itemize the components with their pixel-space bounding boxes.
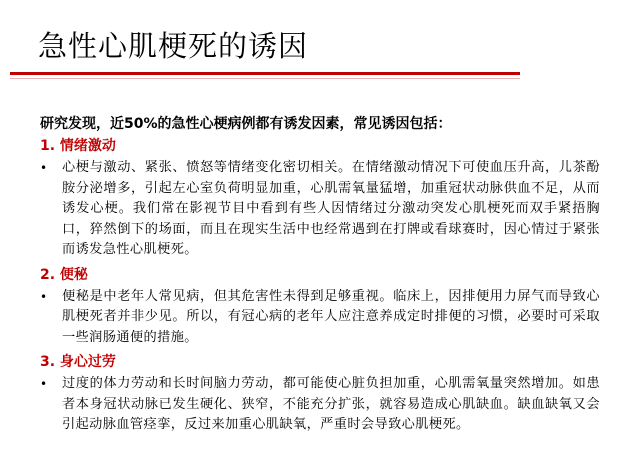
bullet-item-emotion (40, 158, 600, 261)
slide-content (40, 114, 600, 440)
bullet-icon: • (40, 161, 48, 175)
section-text-overwork: 过度的体力劳动和长时间脑力劳动，都可能使心脏负担加重，心肌需氧量突然增加。如患者本身冠状动脉已发生硬化、狭窄，不能充分扩张，就容易造成心肌缺血。缺血缺氧又会引起动脉血管痉挛，反过来加重心肌缺氧，严重时会导致心肌梗死。 (62, 376, 600, 432)
section-heading-overwork: 3. 身心过劳 (40, 354, 116, 370)
section-text-constipation: 便秘是中老年人常见病，但其危害性未得到足够重视。临床上，因排便用力屏气而导致心肌梗死者并非少见。所以，有冠心病的老年人应注意养成定时排便的习惯，必要时可采取一些润肠通便的措施。 (62, 288, 600, 345)
title-divider (10, 72, 520, 75)
bullet-item-overwork (40, 374, 600, 436)
slide-title: 急性心肌梗死的诱因 (38, 29, 309, 63)
intro-text: 研究发现，近50%的急性心梗病例都有诱发因素，常见诱因包括： (40, 116, 452, 132)
section-text-emotion: 心梗与激动、紧张、愤怒等情绪变化密切相关。在情绪激动情况下可使血压升高，儿茶酚胺分泌增多，引起左心室负荷明显加重，心肌需氧量猛增，加重冠状动脉供血不足，从而诱发心梗。我们常在影视节目中看到有些人因情绪过分激动突发心肌梗死而双手紧捂胸口，猝然倒下的场面，而且在现实生活中也经常遇到在打牌或看球赛时，因心情过于紧张而诱发急性心肌梗死。 (62, 160, 600, 257)
bullet-icon: • (40, 289, 48, 304)
bullet-icon: • (40, 377, 48, 391)
section-heading-emotion: 1. 情绪激动 (40, 138, 116, 154)
bullet-item-constipation (40, 287, 600, 349)
section-heading-constipation: 2. 便秘 (40, 266, 88, 283)
